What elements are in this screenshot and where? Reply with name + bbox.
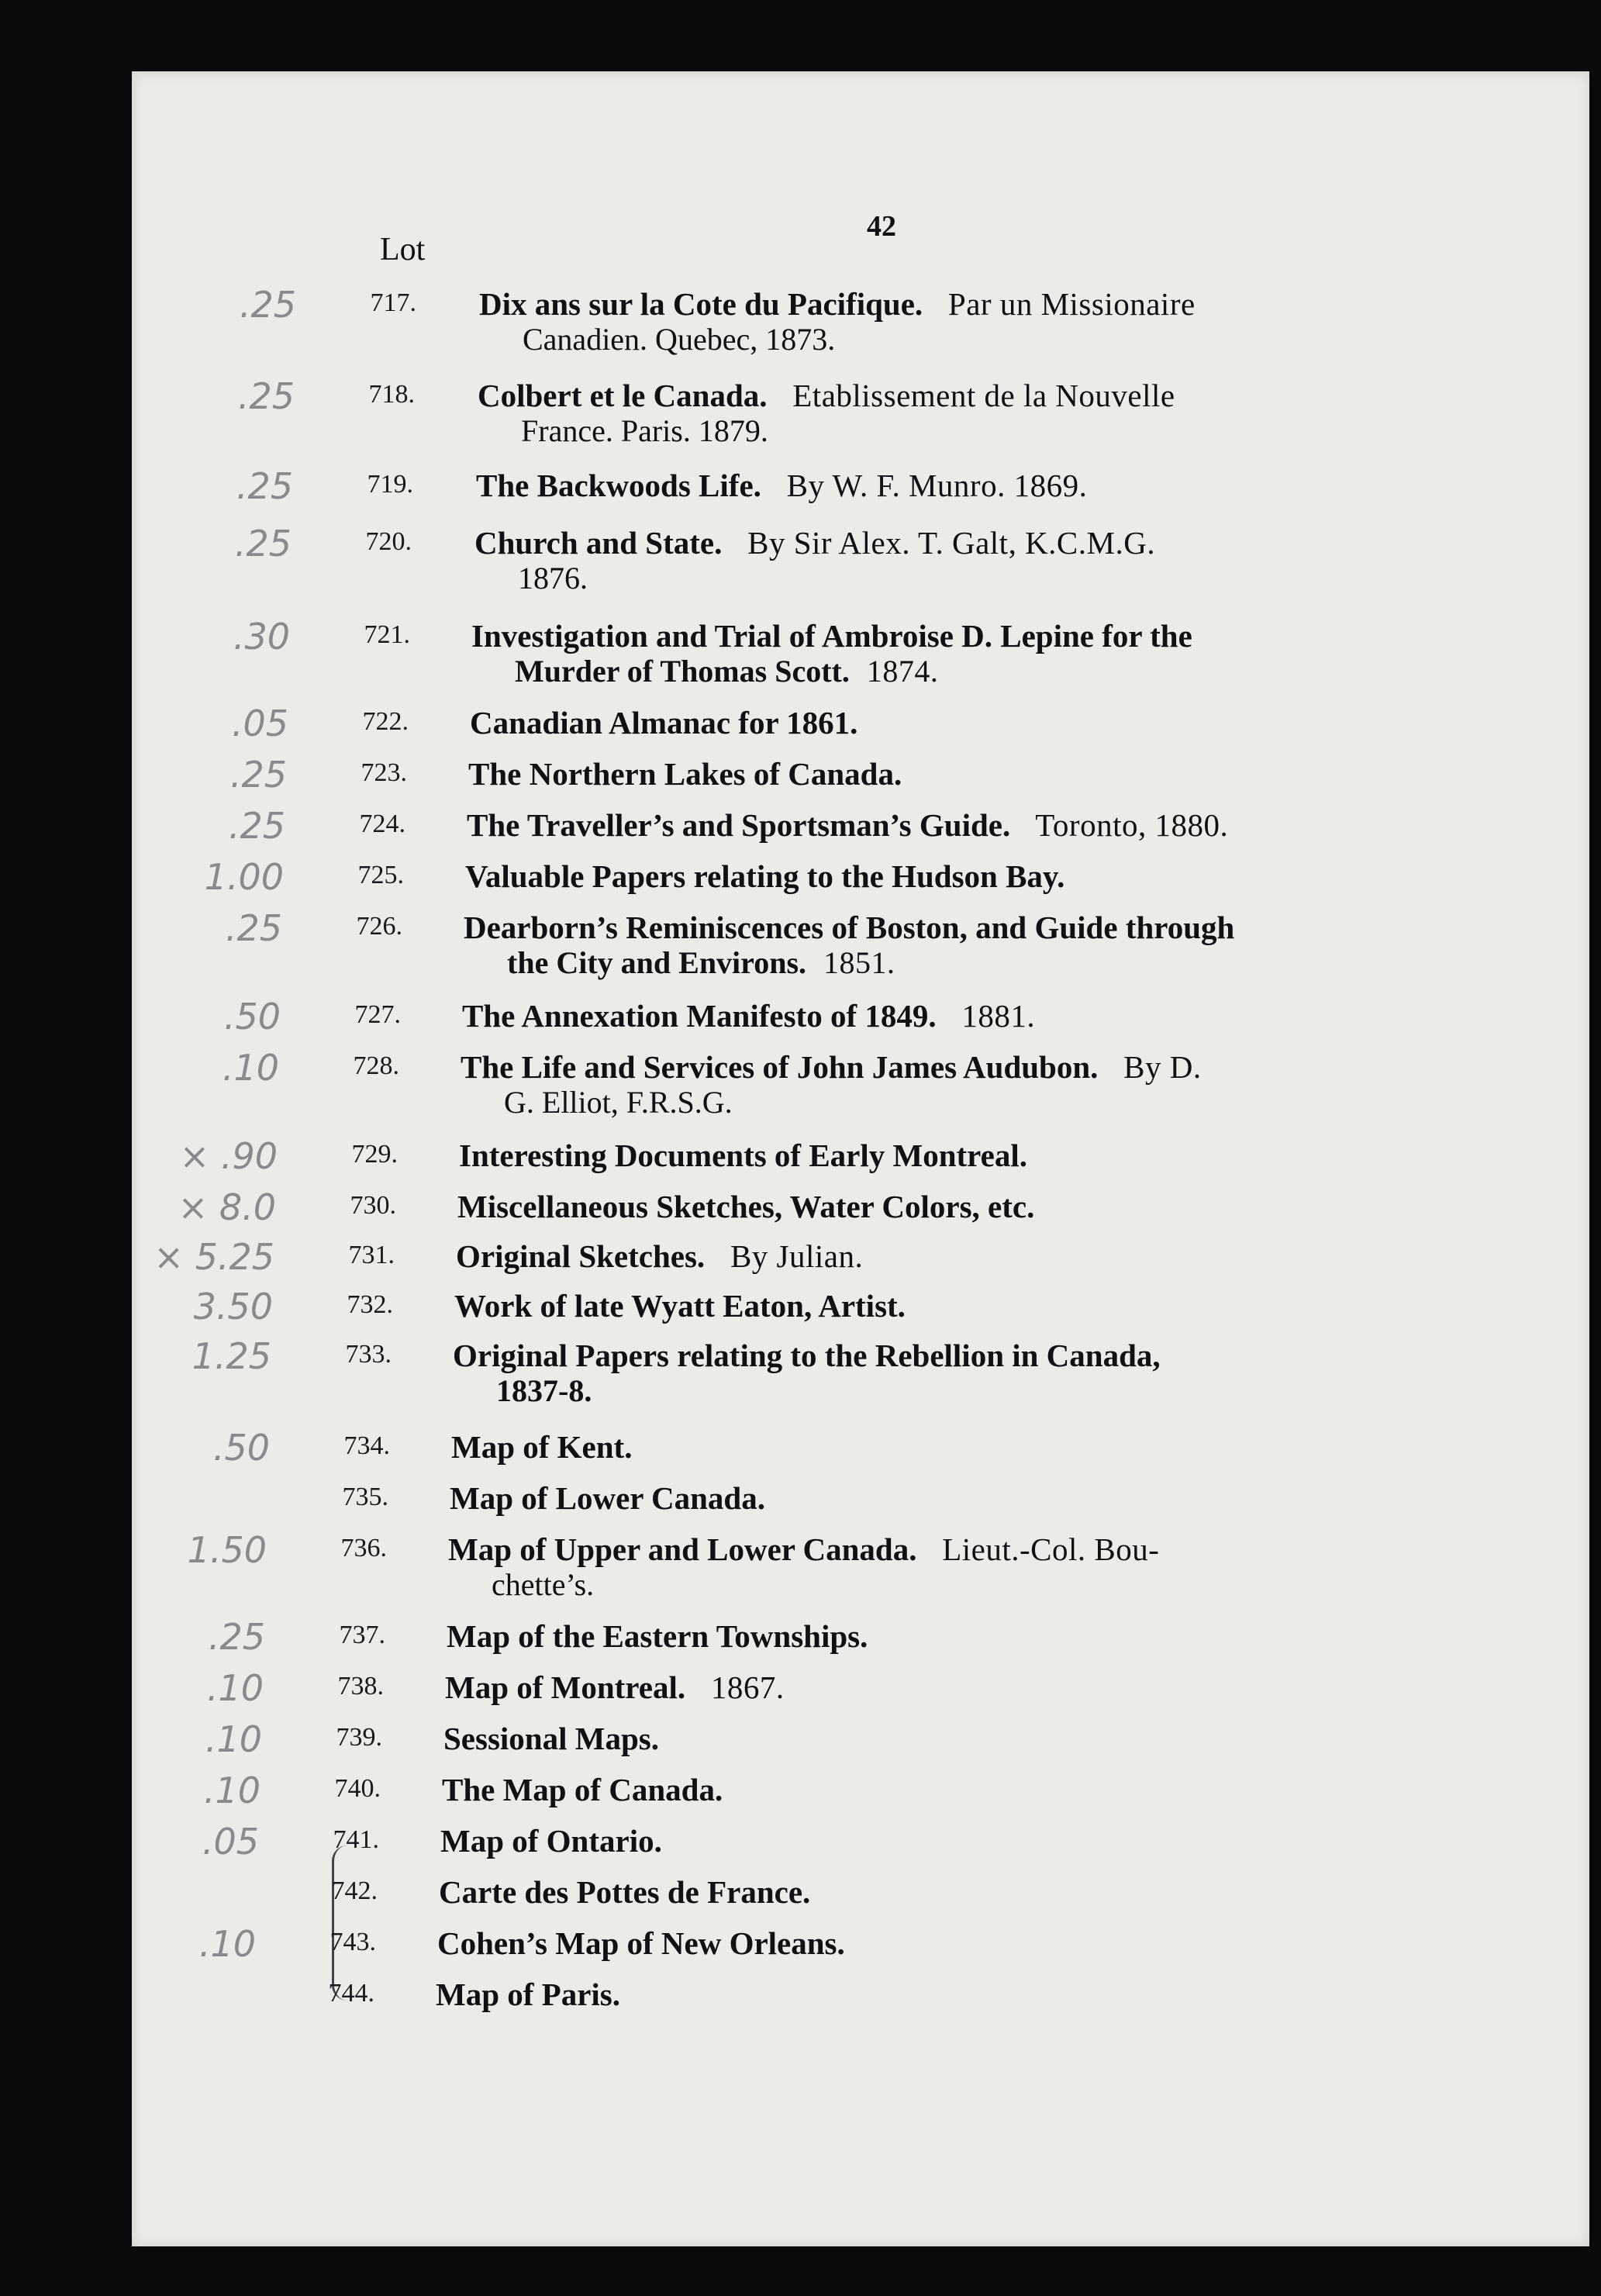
handwritten-price-mark: .25 <box>228 805 285 847</box>
lot-entry <box>0 1186 1601 1228</box>
lot-number: 719. <box>367 470 413 499</box>
handwritten-price-mark: .25 <box>239 284 296 326</box>
handwritten-price-mark: 3.50 <box>193 1286 273 1328</box>
lot-entry <box>0 1135 1601 1177</box>
lot-title: Map of Ontario. <box>440 1823 662 1859</box>
page-number: 42 <box>867 210 896 243</box>
lot-description <box>442 1771 723 1808</box>
handwritten-price-mark: .10 <box>205 1718 262 1760</box>
lot-title: Original Sketches. <box>456 1238 706 1274</box>
handwritten-price-mark: .50 <box>212 1427 270 1469</box>
handwritten-price-mark: .25 <box>208 1616 265 1658</box>
lot-number: 728. <box>353 1051 399 1080</box>
lot-details: Lieut.-Col. Bou- <box>933 1531 1160 1567</box>
handwritten-price-mark: .05 <box>202 1821 259 1863</box>
lot-number: 740. <box>334 1774 381 1803</box>
handwritten-price-mark: .25 <box>225 907 282 949</box>
lot-title: Canadian Almanac for 1861. <box>470 705 858 741</box>
continued-text: the City and Environs. <box>507 945 807 980</box>
lot-number: 717. <box>370 288 416 317</box>
lot-number: 731. <box>348 1241 395 1269</box>
lot-entry <box>0 907 1601 980</box>
handwritten-price-mark: .30 <box>233 616 290 658</box>
lot-number: 738. <box>337 1672 384 1700</box>
lot-description <box>476 467 1087 504</box>
handwritten-price-mark: 1.25 <box>191 1335 271 1377</box>
lot-title: The Annexation Manifesto of 1849. <box>462 998 937 1034</box>
lot-description <box>437 1925 845 1962</box>
lot-details: Par un Missionaire <box>940 286 1196 322</box>
handwritten-price-mark: 1.50 <box>187 1529 267 1571</box>
lot-entry <box>0 465 1601 507</box>
lot-title: Valuable Papers relating to the Hudson Bay. <box>465 858 1065 894</box>
lot-description-continued <box>515 653 938 689</box>
lot-title: Map of Lower Canada. <box>450 1480 765 1516</box>
handwritten-price-mark: × 8.0 <box>178 1186 276 1228</box>
handwritten-price-mark: .10 <box>222 1047 279 1089</box>
continued-text: 1876. <box>518 561 588 596</box>
lot-details: Toronto, 1880. <box>1027 807 1229 843</box>
lot-number: 742. <box>331 1877 378 1905</box>
lot-entry <box>0 616 1601 689</box>
lot-title: Investigation and Trial of Ambroise D. Lepine for the <box>471 618 1192 654</box>
lot-title: Map of Kent. <box>451 1429 633 1465</box>
lot-description <box>465 858 1064 895</box>
lot-entry <box>0 1718 1601 1760</box>
lot-title: Colbert et le Canada. <box>478 378 768 413</box>
lot-number: 721. <box>364 620 410 649</box>
lot-description <box>461 1048 1202 1086</box>
lot-details: 1881. <box>953 998 1036 1034</box>
lot-description <box>450 1479 765 1517</box>
lot-title: The Life and Services of John James Audubon. <box>461 1049 1099 1085</box>
lot-title: Map of Montreal. <box>445 1669 686 1705</box>
lot-description <box>445 1669 785 1706</box>
lot-title: Cohen’s Map of New Orleans. <box>437 1925 845 1961</box>
lot-entry <box>0 1667 1601 1709</box>
lot-description <box>436 1976 620 2013</box>
lot-description-continued <box>521 413 768 449</box>
handwritten-price-mark: × .90 <box>179 1135 278 1177</box>
lot-entry <box>0 284 1601 357</box>
lot-details: By Julian. <box>722 1238 864 1274</box>
lot-number: 727. <box>354 1000 401 1029</box>
lot-description <box>470 704 857 741</box>
lot-entry <box>0 523 1601 596</box>
lot-details: By W. F. Munro. 1869. <box>778 468 1088 503</box>
lot-description <box>459 1137 1027 1174</box>
lot-number: 723. <box>361 758 407 787</box>
continued-text: G. Elliot, F.R.S.G. <box>504 1085 733 1120</box>
lot-description <box>451 1428 632 1466</box>
lot-title: The Map of Canada. <box>442 1772 723 1807</box>
handwritten-price-mark: .25 <box>229 754 287 796</box>
continued-text: Murder of Thomas Scott. <box>515 654 850 689</box>
lot-title: Map of the Eastern Townships. <box>447 1618 868 1654</box>
lot-description <box>478 377 1175 414</box>
lot-description-continued <box>507 944 895 981</box>
lot-entry <box>0 996 1601 1038</box>
lot-number: 718. <box>368 380 415 409</box>
lot-title: The Backwoods Life. <box>476 468 761 503</box>
lot-title: The Northern Lakes of Canada. <box>468 756 902 792</box>
lot-number: 726. <box>356 912 402 941</box>
lot-title: Dearborn’s Reminiscences of Boston, and Guide through <box>464 910 1235 945</box>
lot-title: Map of Paris. <box>436 1977 620 2012</box>
bracket-mark <box>332 1845 348 2001</box>
lot-description <box>456 1238 863 1275</box>
handwritten-price-mark: .25 <box>236 465 293 507</box>
lot-title: Map of Upper and Lower Canada. <box>448 1531 917 1567</box>
lot-description <box>440 1822 662 1859</box>
lot-title: Church and State. <box>474 525 723 561</box>
lot-description <box>453 1337 1161 1374</box>
lot-entry <box>0 1977 1601 2012</box>
lot-number: 722. <box>362 707 409 736</box>
lot-details: Etablissement de la Nouvelle <box>784 378 1175 413</box>
lot-number: 720. <box>365 527 412 556</box>
lot-entry <box>0 1335 1601 1408</box>
lot-description-continued <box>492 1566 594 1603</box>
lot-title: Carte des Pottes de France. <box>439 1874 811 1910</box>
handwritten-price-mark: .50 <box>223 996 281 1038</box>
lot-entry <box>0 1821 1601 1863</box>
lot-title: Interesting Documents of Early Montreal. <box>459 1138 1027 1173</box>
lot-number: 725. <box>357 861 404 889</box>
lot-entry <box>0 754 1601 796</box>
lot-description <box>439 1873 810 1911</box>
lot-title: Dix ans sur la Cote du Pacifique. <box>479 286 923 322</box>
lot-description-continued <box>523 321 835 357</box>
lot-entry <box>0 1427 1601 1469</box>
lot-entry <box>0 1529 1601 1602</box>
lot-description-continued <box>518 560 588 596</box>
continued-text: Canadien. Quebec, 1873. <box>523 322 836 357</box>
handwritten-price-mark: .25 <box>237 375 295 417</box>
lot-number: 741. <box>333 1825 379 1854</box>
lot-number: 739. <box>336 1723 382 1752</box>
lot-number: 737. <box>339 1621 385 1649</box>
handwritten-price-mark: .05 <box>231 703 288 744</box>
lot-number: 724. <box>359 810 405 838</box>
lot-description <box>479 285 1196 323</box>
continued-details: 1851. <box>823 945 895 980</box>
lot-number: 736. <box>340 1534 387 1562</box>
handwritten-price-mark: .10 <box>206 1667 264 1709</box>
lot-description <box>448 1531 1159 1568</box>
lot-title: The Traveller’s and Sportsman’s Guide. <box>467 807 1011 843</box>
lot-number: 734. <box>343 1431 390 1460</box>
lot-entry <box>0 1769 1601 1811</box>
lot-title: Sessional Maps. <box>443 1721 659 1756</box>
lot-title: Work of late Wyatt Eaton, Artist. <box>454 1288 906 1324</box>
lot-description <box>467 806 1228 844</box>
handwritten-price-mark: 1.00 <box>204 856 284 898</box>
lot-number: 743. <box>330 1928 376 1956</box>
lot-description <box>462 997 1035 1034</box>
lot-description <box>443 1720 659 1757</box>
lot-entry <box>0 1286 1601 1328</box>
lot-title: Original Papers relating to the Rebellion in Canada, <box>453 1338 1161 1373</box>
lot-description-continued <box>504 1084 733 1120</box>
continued-text: 1837-8. <box>496 1373 592 1408</box>
handwritten-price-mark: .10 <box>203 1769 261 1811</box>
lot-description <box>464 909 1234 946</box>
lot-title: Miscellaneous Sketches, Water Colors, etc. <box>457 1189 1035 1224</box>
lot-number: 732. <box>347 1290 393 1319</box>
handwritten-price-mark: × 5.25 <box>154 1236 274 1278</box>
lot-description-continued <box>496 1372 592 1409</box>
lot-number: 729. <box>351 1140 398 1169</box>
lot-description <box>468 755 902 792</box>
lot-number: 733. <box>345 1340 392 1369</box>
lot-number: 744. <box>328 1979 374 2008</box>
lot-number: 730. <box>350 1191 396 1220</box>
lot-details: 1867. <box>702 1669 785 1705</box>
lot-details: By D. <box>1115 1049 1202 1085</box>
continued-text: chette’s. <box>492 1567 595 1602</box>
lot-entry <box>0 703 1601 744</box>
lot-description <box>447 1618 868 1655</box>
lot-entry <box>0 1047 1601 1120</box>
lot-description <box>457 1188 1034 1225</box>
lot-entry <box>0 375 1601 448</box>
lot-number: 735. <box>342 1483 388 1511</box>
continued-text: France. Paris. 1879. <box>521 413 768 448</box>
handwritten-price-mark: .10 <box>198 1923 256 1965</box>
lot-details: By Sir Alex. T. Galt, K.C.M.G. <box>739 525 1156 561</box>
lot-column-header: Lot <box>380 232 426 268</box>
lot-description <box>454 1287 906 1324</box>
handwritten-price-mark: .25 <box>234 523 292 565</box>
lot-description <box>471 617 1192 654</box>
lot-description <box>474 524 1155 561</box>
continued-details: 1874. <box>866 654 939 689</box>
